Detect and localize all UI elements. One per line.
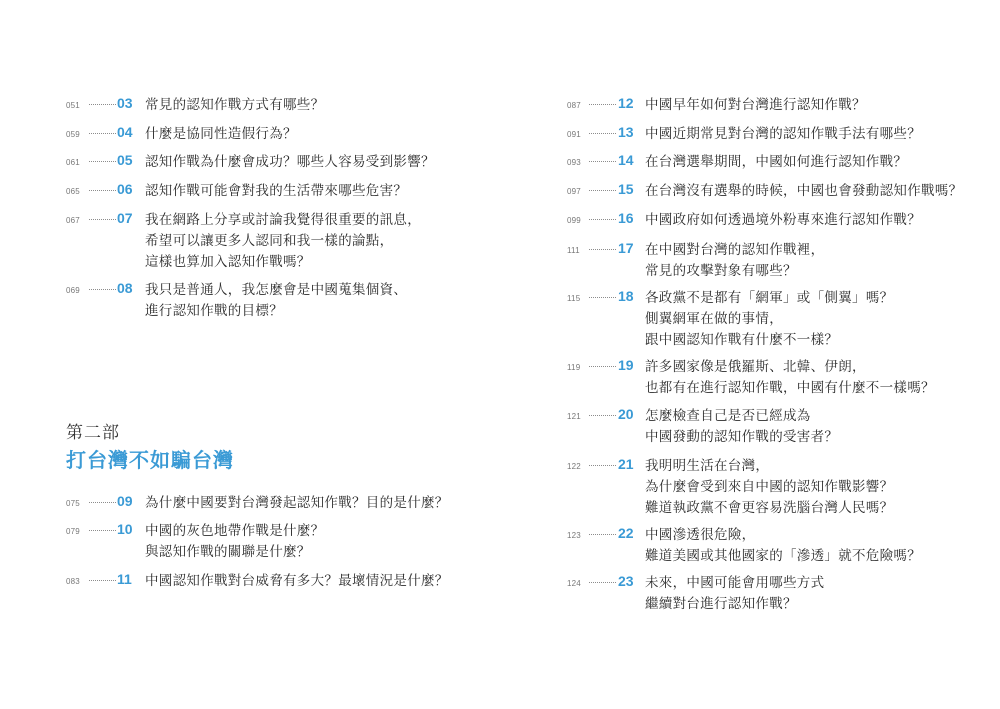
chapter-title-line: 也都有在進行認知作戰，中國有什麼不一樣嗎？	[645, 380, 935, 396]
page-number: 121	[567, 412, 581, 421]
dot-leader	[589, 104, 616, 105]
chapter-title	[145, 493, 449, 514]
chapter-number: 14	[618, 152, 634, 168]
chapter-title	[645, 124, 921, 145]
chapter-number: 18	[618, 288, 634, 304]
dot-leader	[589, 582, 616, 583]
chapter-title	[645, 240, 824, 282]
chapter-title	[645, 357, 935, 399]
chapter-title-line: 難道執政黨不會更容易洗腦台灣人民嗎？	[645, 500, 894, 516]
chapter-title-line: 希望可以讓更多人認同和我一樣的論點，	[145, 233, 394, 249]
dot-leader	[589, 465, 616, 466]
chapter-title	[645, 573, 824, 615]
chapter-title-line: 在中國對台灣的認知作戰裡，	[645, 242, 825, 258]
chapter-title-line: 我只是普通人，我怎麼會是中國蒐集個資、	[145, 282, 408, 298]
chapter-title-line: 中國早年如何對台灣進行認知作戰？	[645, 97, 866, 113]
chapter-title-line: 許多國家像是俄羅斯、北韓、伊朗，	[645, 359, 866, 375]
chapter-title-line: 認知作戰為什麼會成功？哪些人容易受到影響？	[145, 154, 435, 170]
chapter-title	[145, 521, 324, 563]
dot-leader	[89, 161, 116, 162]
chapter-title-line: 與認知作戰的關聯是什麼？	[145, 544, 311, 560]
chapter-number: 17	[618, 240, 634, 256]
chapter-title-line: 中國發動的認知作戰的受害者？	[645, 429, 839, 445]
chapter-title-line: 這樣也算加入認知作戰嗎？	[145, 254, 311, 270]
chapter-title	[645, 525, 921, 567]
chapter-title	[145, 124, 297, 145]
chapter-title	[145, 280, 407, 322]
chapter-title-line: 為什麼會受到來自中國的認知作戰影響？	[645, 479, 894, 495]
chapter-number: 08	[117, 280, 133, 296]
page-number: 083	[66, 577, 80, 586]
page-number: 124	[567, 579, 581, 588]
dot-leader	[89, 190, 116, 191]
chapter-title-line: 認知作戰可能會對我的生活帶來哪些危害？	[145, 183, 408, 199]
chapter-number: 04	[117, 124, 133, 140]
page-number: 111	[567, 246, 580, 255]
chapter-title	[645, 210, 921, 231]
dot-leader	[89, 502, 116, 503]
chapter-title-line: 中國認知作戰對台威脅有多大？最壞情況是什麼？	[145, 573, 449, 589]
chapter-number: 23	[618, 573, 634, 589]
chapter-title-line: 常見的攻擊對象有哪些？	[645, 263, 797, 279]
page-number: 097	[567, 187, 581, 196]
chapter-title-line: 為什麼中國要對台灣發起認知作戰？目的是什麼？	[145, 495, 449, 511]
chapter-title-line: 我明明生活在台灣，	[645, 458, 770, 474]
chapter-number: 15	[618, 181, 634, 197]
dot-leader	[89, 104, 116, 105]
chapter-title-line: 在台灣選舉期間，中國如何進行認知作戰？	[645, 154, 908, 170]
page-number: 079	[66, 527, 80, 536]
dot-leader	[589, 534, 616, 535]
chapter-title-line: 難道美國或其他國家的「滲透」就不危險嗎？	[645, 548, 921, 564]
dot-leader	[89, 580, 116, 581]
chapter-number: 11	[117, 571, 132, 587]
chapter-number: 03	[117, 95, 133, 111]
chapter-title-line: 進行認知作戰的目標？	[145, 303, 283, 319]
chapter-title	[645, 181, 962, 202]
chapter-number: 05	[117, 152, 133, 168]
page-number: 099	[567, 216, 581, 225]
chapter-title-line: 繼續對台進行認知作戰？	[645, 596, 797, 612]
page-number: 091	[567, 130, 581, 139]
page-number: 123	[567, 531, 581, 540]
chapter-title-line: 各政黨不是都有「網軍」或「側翼」嗎？	[645, 290, 894, 306]
chapter-title-line: 常見的認知作戰方式有哪些？	[145, 97, 325, 113]
dot-leader	[589, 366, 616, 367]
page-number: 051	[66, 101, 80, 110]
chapter-number: 22	[618, 525, 634, 541]
chapter-title-line: 在台灣沒有選舉的時候，中國也會發動認知作戰嗎？	[645, 183, 963, 199]
chapter-title-line: 我在網路上分享或討論我覺得很重要的訊息，	[145, 212, 421, 228]
page-number: 075	[66, 499, 80, 508]
dot-leader	[89, 219, 116, 220]
chapter-title	[145, 571, 449, 592]
chapter-title	[145, 210, 421, 273]
chapter-number: 16	[618, 210, 634, 226]
chapter-title	[145, 95, 324, 116]
chapter-title-line: 中國的灰色地帶作戰是什麼？	[145, 523, 325, 539]
dot-leader	[89, 133, 116, 134]
chapter-title	[645, 406, 838, 448]
chapter-title-line: 中國滲透很危險，	[645, 527, 756, 543]
chapter-title	[645, 95, 866, 116]
chapter-title	[145, 152, 435, 173]
dot-leader	[589, 133, 616, 134]
chapter-number: 12	[618, 95, 634, 111]
chapter-number: 07	[117, 210, 133, 226]
dot-leader	[589, 415, 616, 416]
part-label: 第二部	[66, 423, 120, 443]
chapter-number: 06	[117, 181, 133, 197]
chapter-title-line: 未來，中國可能會用哪些方式	[645, 575, 825, 591]
chapter-number: 13	[618, 124, 634, 140]
chapter-number: 21	[618, 456, 634, 472]
dot-leader	[589, 249, 616, 250]
page-number: 065	[66, 187, 80, 196]
chapter-title-line: 跟中國認知作戰有什麼不一樣？	[645, 332, 839, 348]
page-number: 087	[567, 101, 581, 110]
page-number: 115	[567, 294, 581, 303]
chapter-number: 10	[117, 521, 133, 537]
page-number: 069	[66, 286, 80, 295]
chapter-title	[645, 456, 893, 519]
dot-leader	[89, 289, 116, 290]
chapter-number: 09	[117, 493, 133, 509]
part-title: 打台灣不如騙台灣	[66, 448, 234, 472]
page-number: 119	[567, 363, 581, 372]
dot-leader	[589, 219, 616, 220]
page-number: 061	[66, 158, 80, 167]
page-number: 067	[66, 216, 80, 225]
chapter-title-line: 中國政府如何透過境外粉專來進行認知作戰？	[645, 212, 921, 228]
page-number: 059	[66, 130, 80, 139]
chapter-title	[645, 288, 893, 351]
chapter-title-line: 側翼網軍在做的事情，	[645, 311, 783, 327]
chapter-number: 19	[618, 357, 634, 373]
dot-leader	[589, 161, 616, 162]
page-number: 122	[567, 462, 581, 471]
chapter-title-line: 什麼是協同性造假行為？	[145, 126, 297, 142]
dot-leader	[89, 530, 116, 531]
page-number: 093	[567, 158, 581, 167]
chapter-number: 20	[618, 406, 634, 422]
chapter-title	[645, 152, 907, 173]
chapter-title	[145, 181, 407, 202]
dot-leader	[589, 297, 616, 298]
chapter-title-line: 怎麼檢查自己是否已經成為	[645, 408, 811, 424]
dot-leader	[589, 190, 616, 191]
chapter-title-line: 中國近期常見對台灣的認知作戰手法有哪些？	[645, 126, 921, 142]
